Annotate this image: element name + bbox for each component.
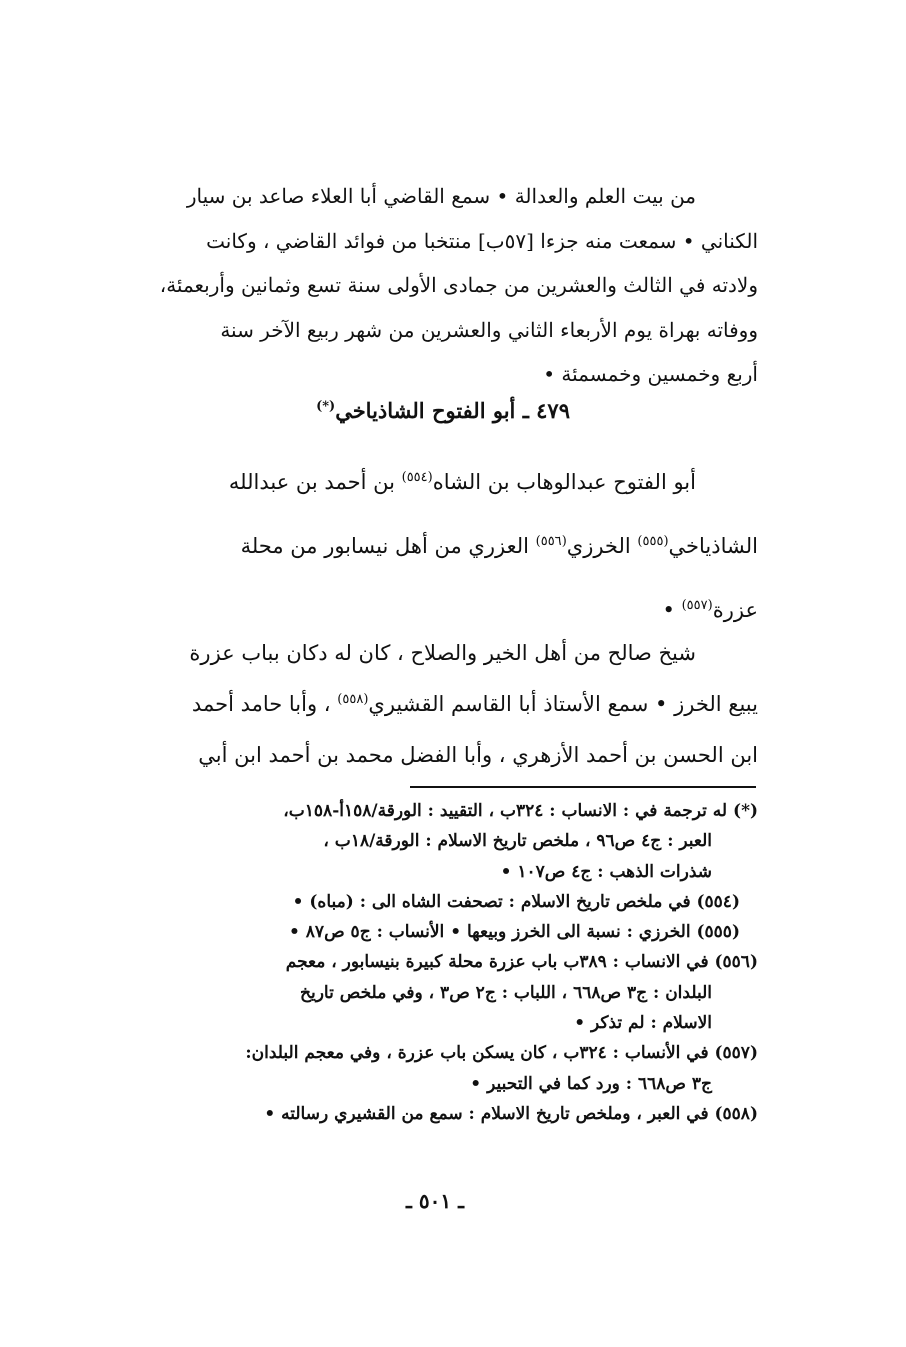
text-segment: ، وأبا حامد أحمد xyxy=(191,692,338,716)
text-line xyxy=(106,450,758,514)
text-line xyxy=(106,514,758,578)
footnote-ref-554: (٥٥٤) xyxy=(401,470,433,485)
footnotes xyxy=(98,796,758,1129)
footnote-line: (٥٥٥) الخرزي : نسبة الى الخرز وبيعها • الأنساب : ج٥ ص٨٧ • xyxy=(289,922,740,943)
text-line: شيخ صالح من أهل الخير والصلاح ، كان له دكان بباب عزرة xyxy=(189,641,696,665)
text-line: ولادته في الثالث والعشرين من جمادى الأولى سنة تسع وثمانين وأربعمئة، xyxy=(159,273,758,297)
footnote-line: ج٣ ص٦٦٨ : ورد كما في التحبير • xyxy=(470,1073,712,1094)
text-segment: أبو الفتوح عبدالوهاب بن الشاه xyxy=(432,470,696,494)
footnote-line: العبر : ج٤ ص٩٦ ، ملخص تاريخ الاسلام : الورقة/١٨ب ، xyxy=(323,831,712,852)
footnote-line: (٥٥٨) في العبر ، وملخص تاريخ الاسلام : سمع من القشيري رسالته • xyxy=(264,1103,758,1124)
footnote-line: (*) له ترجمة في : الانساب : ٣٢٤ب ، التقييد : الورقة/١٥٨أ-١٥٨ب، xyxy=(283,801,758,821)
footnote-ref-558: (٥٥٨) xyxy=(337,692,369,707)
footnote-ref-557: (٥٥٧) xyxy=(681,598,713,613)
footnote-line: (٥٥٧) في الأنساب : ٣٢٤ب ، كان يسكن باب عزرة ، وفي معجم البلدان: xyxy=(245,1043,758,1064)
text-line: الكناني • سمعت منه جزءا [٥٧ب] منتخبا من فوائد القاضي ، وكانت xyxy=(206,228,758,253)
text-segment: عزرة xyxy=(712,598,758,622)
footnote-ref-556: (٥٥٦) xyxy=(535,534,567,549)
footnote-ref-555: (٥٥٥) xyxy=(637,534,669,549)
footnote-line: (٥٥٤) في ملخص تاريخ الاسلام : تصحفت الشاه الى : (مباه) • xyxy=(292,891,740,912)
biography-paragraph xyxy=(106,628,758,781)
footnote-line: شذرات الذهب : ج٤ ص١٠٧ • xyxy=(500,861,712,882)
entry-name-paragraph xyxy=(106,450,758,642)
text-line: من بيت العلم والعدالة • سمع القاضي أبا العلاء صاعد بن سيار xyxy=(186,184,696,208)
text-line: ابن الحسن بن أحمد الأزهري ، وأبا الفضل محمد بن أحمد ابن أبي xyxy=(198,743,758,767)
text-segment: بن أحمد بن عبدالله xyxy=(228,470,402,494)
entry-heading xyxy=(316,398,570,423)
entry-note-marker: (*) xyxy=(316,399,336,414)
text-line: أربع وخمسين وخمسمئة • xyxy=(543,362,758,386)
text-segment: الشاذياخي xyxy=(668,534,758,558)
text-segment: يبيع الخرز • سمع الأستاذ أبا القاسم القشيري xyxy=(368,692,758,716)
text-segment: الخرزي xyxy=(566,534,638,558)
footnote-line: (٥٥٦) في الانساب : ٣٨٩ب باب عزرة محلة كبيرة بنيسابور ، معجم xyxy=(285,952,758,973)
footnote-line: الاسلام : لم تذكر • xyxy=(574,1013,712,1034)
text-line xyxy=(106,679,758,730)
text-segment: العزري من أهل نيسابور من محلة xyxy=(240,534,536,558)
entry-title: ٤٧٩ ـ أبو الفتوح الشاذياخي xyxy=(335,398,570,423)
footnote-line: البلدان : ج٣ ص٦٦٨ ، اللباب : ج٢ ص٣ ، وفي ملخص تاريخ xyxy=(300,982,712,1003)
page-number: ـ ٥٠١ ـ xyxy=(406,1189,464,1213)
text-line: ووفاته بهراة يوم الأربعاء الثاني والعشرين من شهر ربيع الآخر سنة xyxy=(220,317,758,342)
footnote-divider xyxy=(410,786,756,788)
continued-paragraph xyxy=(106,174,758,397)
text-segment: • xyxy=(662,598,682,622)
